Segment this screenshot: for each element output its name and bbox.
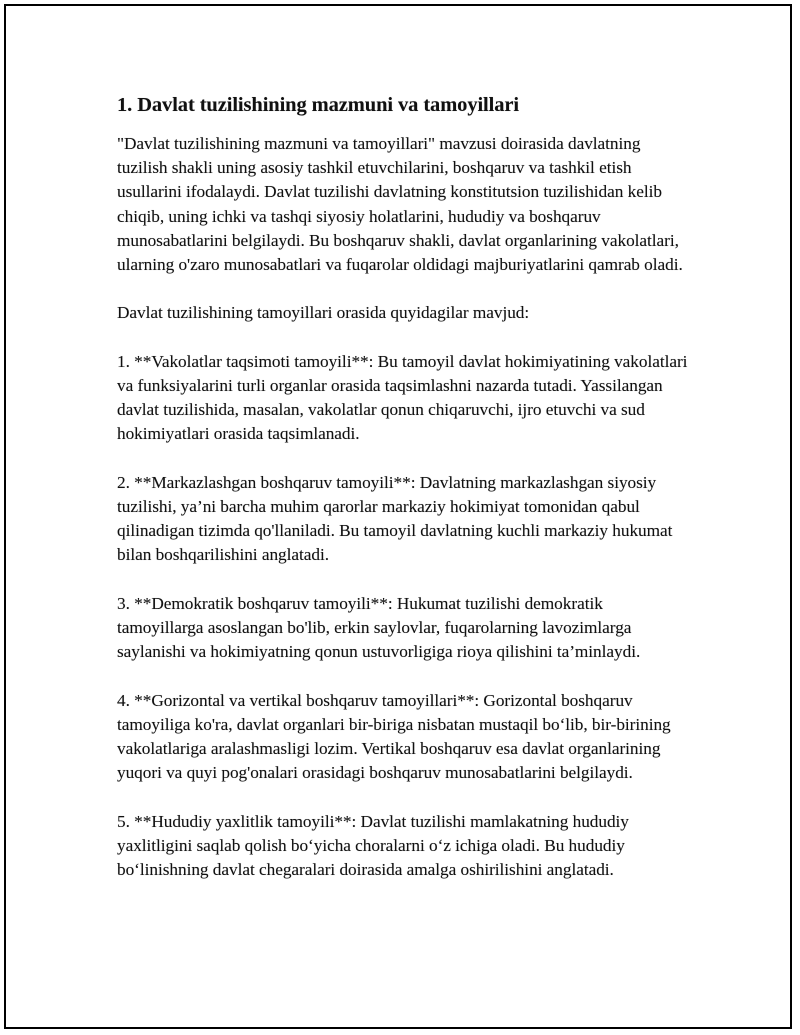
intro-paragraph: "Davlat tuzilishining mazmuni va tamoyillari" mavzusi doirasida davlatning tuzilish shakli uning asosiy tashkil etuvchilarini, boshqaruv va tashkil etish usullarini ifodalaydi. Davlat tuzilishi davlatning konstitutsion tuzilishidan kelib chiqib, uning ichki va tashqi siyosiy holatlarini, hududiy va boshqaruv munosabatlarini belgilaydi. Bu boshqaruv shakli, davlat organlarining vakolatlari, ularning o'zaro munosabatlari va fuqarolar oldidagi majburiyatlarini qamrab oladi. xyxy=(117,134,683,275)
principles-lead-paragraph: Davlat tuzilishining tamoyillari orasida quyidagilar mavjud: xyxy=(117,303,530,323)
section-heading: 1. Davlat tuzilishining mazmuni va tamoyillari xyxy=(117,94,519,116)
principle-3-paragraph: 3. **Demokratik boshqaruv tamoyili**: Hukumat tuzilishi demokratik tamoyillarga asoslangan bo'lib, erkin saylovlar, fuqarolarning lavozimlarga saylanishi va hokimiyatning qonun ustuvorligiga rioya qilishini ta’minlaydi. xyxy=(117,593,641,662)
principle-5-paragraph: 5. **Hududiy yaxlitlik tamoyili**: Davlat tuzilishi mamlakatning hududiy yaxlitligini saqlab qolish bo‘yicha choralarni o‘z ichiga oladi. Bu hududiy bo‘linishning davlat chegaralari doirasida amalga oshirilishini anglatadi. xyxy=(117,811,629,879)
document-body xyxy=(117,92,692,906)
principle-4-paragraph: 4. **Gorizontal va vertikal boshqaruv tamoyillari**: Gorizontal boshqaruv tamoyiliga ko'ra, davlat organlari bir-biriga nisbatan mustaqil bo‘lib, bir-birining vakolatlariga aralashmasligi lozim. Vertikal boshqaruv esa davlat organlarining yuqori va quyi pog'onalari orasidagi boshqaruv munosabatlarini belgilaydi. xyxy=(117,690,671,783)
principle-1-paragraph: 1. **Vakolatlar taqsimoti tamoyili**: Bu tamoyil davlat hokimiyatining vakolatlari va funksiyalarini turli organlar orasida taqsimlashni nazarda tutadi. Yassilangan davlat tuzilishida, masalan, vakolatlar qonun chiqaruvchi, ijro etuvchi va sud hokimiyatlari orasida taqsimlanadi. xyxy=(117,351,688,444)
principle-2-paragraph: 2. **Markazlashgan boshqaruv tamoyili**: Davlatning markazlashgan siyosiy tuzilishi, ya’ni barcha muhim qarorlar markaziy hokimiyat tomonidan qabul qilinadigan tizimda qo'llaniladi. Bu tamoyil davlatning kuchli markaziy hukumat bilan boshqarilishini anglatadi. xyxy=(117,472,673,565)
